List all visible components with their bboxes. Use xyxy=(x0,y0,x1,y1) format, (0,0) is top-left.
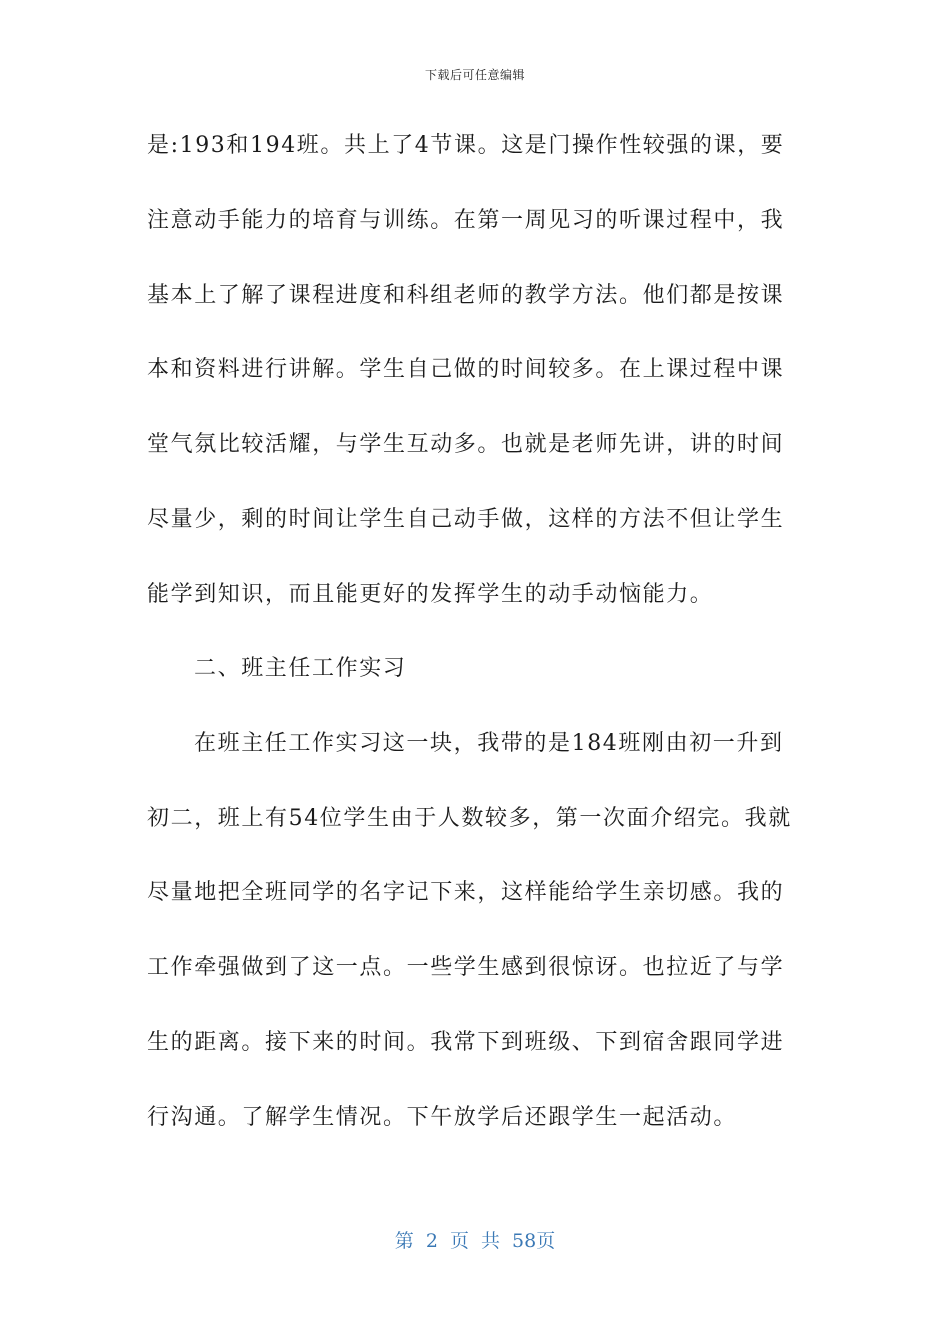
page-number-footer: 第 2 页 共 58页 xyxy=(394,1230,556,1252)
body-line: 能学到知识，而且能更好的发挥学生的动手动恼能力。 xyxy=(147,582,714,607)
paragraph-first-line: 在班主任工作实习这一块，我带的是184班刚由初一升到 xyxy=(194,731,784,756)
body-line: 注意动手能力的培育与训练。在第一周见习的听课过程中，我 xyxy=(147,208,785,233)
body-line: 本和资料进行讲解。学生自己做的时间较多。在上课过程中课 xyxy=(147,357,785,382)
body-line: 初二，班上有54位学生由于人数较多，第一次面介绍完。我就 xyxy=(147,806,792,831)
body-line: 基本上了解了课程进度和科组老师的教学方法。他们都是按课 xyxy=(147,283,785,308)
body-line: 工作牵强做到了这一点。一些学生感到很惊讶。也拉近了与学 xyxy=(147,955,785,980)
body-line: 尽量少，剩的时间让学生自己动手做，这样的方法不但让学生 xyxy=(147,507,785,532)
body-line: 生的距离。接下来的时间。我常下到班级、下到宿舍跟同学进 xyxy=(147,1030,785,1055)
page-header: 下载后可任意编辑 xyxy=(424,68,525,82)
body-line: 是:193和194班。共上了4节课。这是门操作性较强的课，要 xyxy=(147,133,785,158)
section-heading: 二、班主任工作实习 xyxy=(194,656,407,681)
body-line: 尽量地把全班同学的名字记下来，这样能给学生亲切感。我的 xyxy=(147,880,785,905)
body-line: 堂气氛比较活耀，与学生互动多。也就是老师先讲，讲的时间 xyxy=(147,432,785,457)
body-line: 行沟通。了解学生情况。下午放学后还跟学生一起活动。 xyxy=(147,1105,738,1130)
